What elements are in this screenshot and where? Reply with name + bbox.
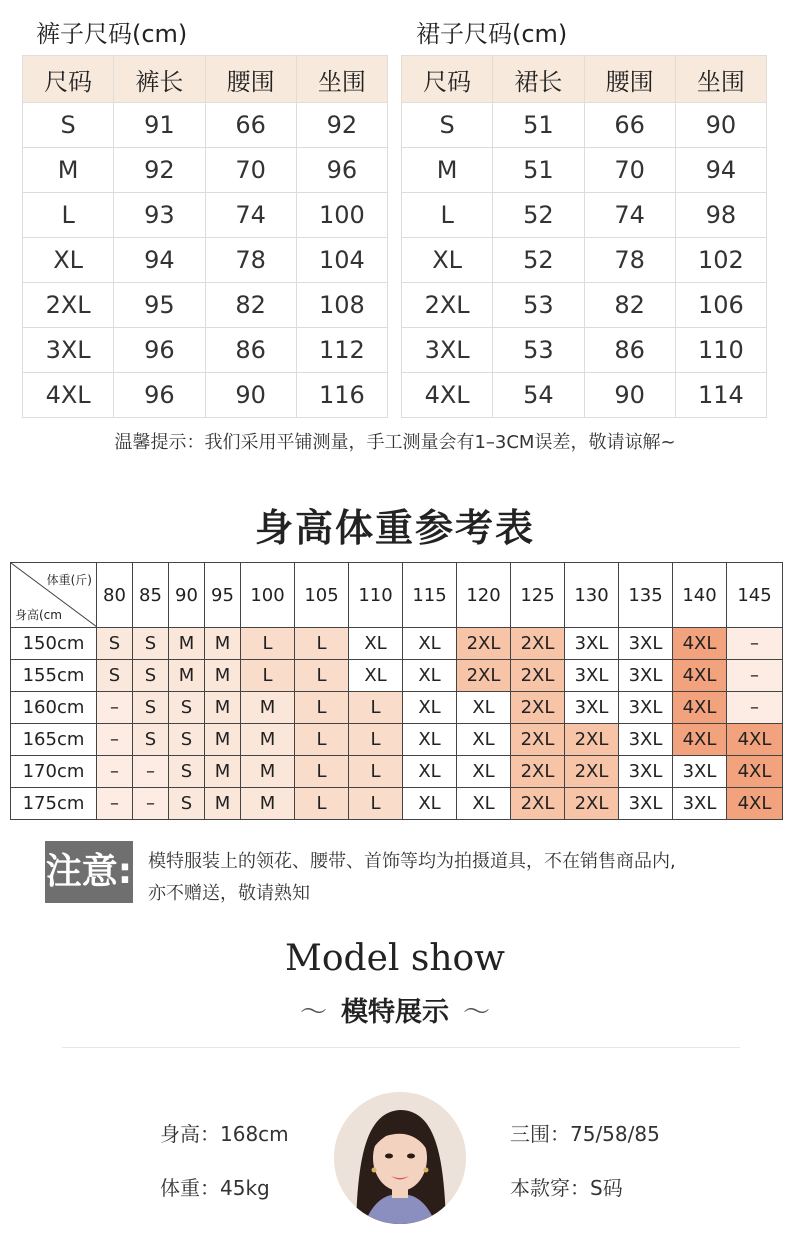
size-cell: L [349,724,403,756]
size-cell: M [241,788,295,820]
model-size-worn: 本款穿：S码 [510,1176,623,1200]
table-cell: 104 [296,238,387,283]
table-cell: 51 [493,148,584,193]
size-cell: L [295,692,349,724]
table-cell: S [23,103,114,148]
size-cell: 3XL [565,660,619,692]
table-cell: XL [23,238,114,283]
table-cell: M [23,148,114,193]
size-cell: L [295,788,349,820]
table-cell: 2XL [23,283,114,328]
size-cell: L [295,660,349,692]
size-cell: 3XL [619,724,673,756]
table-cell: 98 [675,193,766,238]
model-show-subtitle [0,990,790,1029]
table-cell: 70 [205,148,296,193]
size-cell: 4XL [727,788,783,820]
weight-header: 115 [403,563,457,628]
size-cell: 3XL [673,788,727,820]
size-cell: M [205,660,241,692]
size-cell: L [241,660,295,692]
height-row [11,628,783,660]
model-measurements: 三围：75/58/85 [510,1122,660,1146]
table-cell: 78 [584,238,675,283]
height-row [11,788,783,820]
size-cell: S [97,660,133,692]
size-cell: M [205,628,241,660]
table-cell: 53 [493,328,584,373]
column-header: 腰围 [205,56,296,103]
table-row [402,148,767,193]
weight-header: 110 [349,563,403,628]
table-cell: L [23,193,114,238]
model-show-title: Model show [285,938,505,979]
model-height: 身高：168cm [160,1122,289,1146]
size-cell: 3XL [619,756,673,788]
height-row [11,660,783,692]
size-cell: 2XL [565,756,619,788]
column-header: 坐围 [675,56,766,103]
size-cell: – [133,756,169,788]
size-cell: 2XL [511,756,565,788]
size-cell: L [295,756,349,788]
weight-header: 95 [205,563,241,628]
size-cell: M [205,756,241,788]
table-cell: 92 [114,148,205,193]
height-label: 160cm [11,692,97,724]
table-cell: 112 [296,328,387,373]
size-cell: S [169,692,205,724]
size-cell: M [241,756,295,788]
size-cell: 4XL [673,660,727,692]
height-row [11,692,783,724]
size-cell: M [241,692,295,724]
table-row [23,193,388,238]
table-cell: 106 [675,283,766,328]
table-cell: 108 [296,283,387,328]
size-cell: 4XL [727,724,783,756]
size-cell: L [295,724,349,756]
model-avatar [334,1092,466,1224]
table-cell: 90 [675,103,766,148]
size-cell: 2XL [511,724,565,756]
size-cell: – [97,756,133,788]
notice-text [148,846,773,910]
table-cell: 82 [584,283,675,328]
table-cell: 102 [675,238,766,283]
table-cell: 114 [675,373,766,418]
size-cell: S [169,724,205,756]
skirt-size-table [401,55,767,418]
size-cell: M [205,724,241,756]
table-row [402,283,767,328]
table-cell: 4XL [23,373,114,418]
notice-line: 模特服装上的领花、腰带、首饰等均为拍摄道具，不在销售商品内, [148,851,676,872]
weight-header-row [11,563,783,628]
size-cell: XL [349,660,403,692]
table-row [402,373,767,418]
size-cell: 2XL [511,788,565,820]
table-cell: 78 [205,238,296,283]
size-cell: – [727,628,783,660]
table-cell: 116 [296,373,387,418]
size-cell: XL [403,788,457,820]
table-cell: 54 [493,373,584,418]
weight-header: 145 [727,563,783,628]
table-row [23,373,388,418]
size-cell: M [205,692,241,724]
size-cell: XL [403,692,457,724]
table-cell: S [402,103,493,148]
weight-header: 90 [169,563,205,628]
size-cell: L [241,628,295,660]
table-cell: 96 [296,148,387,193]
wave-ornament-right: 〜 [463,997,490,1028]
table-cell: 4XL [402,373,493,418]
size-cell: S [169,788,205,820]
notice-line: 亦不赠送，敬请熟知 [148,883,310,904]
size-cell: XL [457,724,511,756]
size-cell: 3XL [619,660,673,692]
model-portrait-image [334,1092,466,1224]
table-cell: 52 [493,238,584,283]
size-cell: S [133,628,169,660]
column-header: 裤长 [114,56,205,103]
weight-header: 85 [133,563,169,628]
size-cell: XL [403,756,457,788]
table-header-row [402,56,767,103]
table-cell: 2XL [402,283,493,328]
height-label: 175cm [11,788,97,820]
size-cell: 2XL [511,628,565,660]
size-cell: XL [403,628,457,660]
size-cell: S [133,724,169,756]
size-cell: 4XL [727,756,783,788]
size-cell: – [133,788,169,820]
table-cell: 92 [296,103,387,148]
model-weight: 体重：45kg [160,1176,270,1200]
weight-header: 130 [565,563,619,628]
size-cell: 3XL [565,692,619,724]
wave-ornament-left: 〜 [300,997,327,1028]
size-cell: L [349,692,403,724]
notice-badge: 注意: [45,841,133,903]
table-cell: M [402,148,493,193]
size-cell: – [727,692,783,724]
table-cell: 91 [114,103,205,148]
table-cell: 66 [205,103,296,148]
size-cell: 3XL [619,692,673,724]
model-subtitle-text: 模特展示 [341,997,449,1028]
table-cell: 90 [584,373,675,418]
size-cell: 2XL [511,692,565,724]
table-cell: 96 [114,373,205,418]
table-row [23,238,388,283]
size-cell: S [133,660,169,692]
table-cell: 66 [584,103,675,148]
size-cell: XL [349,628,403,660]
weight-header: 125 [511,563,565,628]
table-row [402,328,767,373]
weight-header: 100 [241,563,295,628]
table-header-row [23,56,388,103]
table-row [23,328,388,373]
size-cell: XL [457,756,511,788]
size-cell: 4XL [673,724,727,756]
height-row [11,756,783,788]
table-cell: 94 [675,148,766,193]
weight-header: 105 [295,563,349,628]
table-cell: 3XL [23,328,114,373]
size-cell: 3XL [673,756,727,788]
table-row [23,283,388,328]
size-cell: – [727,660,783,692]
weight-header: 120 [457,563,511,628]
table-cell: 53 [493,283,584,328]
size-cell: XL [457,788,511,820]
size-cell: 2XL [511,660,565,692]
table-cell: L [402,193,493,238]
table-row [23,103,388,148]
table-cell: 93 [114,193,205,238]
table-cell: XL [402,238,493,283]
size-cell: M [169,628,205,660]
corner-cell [11,563,97,628]
height-weight-table [10,562,783,820]
divider [62,1047,740,1048]
table-cell: 90 [205,373,296,418]
table-cell: 70 [584,148,675,193]
skirt-table-title: 裙子尺码(cm) [416,20,568,48]
size-cell: 2XL [457,660,511,692]
measurement-tip: 温馨提示：我们采用平铺测量，手工测量会有1–3CM误差，敬请谅解~ [114,432,676,453]
size-cell: XL [403,660,457,692]
column-header: 尺码 [402,56,493,103]
size-cell: M [241,724,295,756]
table-cell: 100 [296,193,387,238]
height-axis-label: 身高(cm [15,608,62,622]
weight-axis-label: 体重(斤) [46,573,92,587]
column-header: 坐围 [296,56,387,103]
size-cell: 3XL [565,628,619,660]
table-cell: 74 [205,193,296,238]
column-header: 尺码 [23,56,114,103]
height-label: 155cm [11,660,97,692]
table-cell: 96 [114,328,205,373]
table-cell: 86 [205,328,296,373]
size-cell: 3XL [619,788,673,820]
size-cell: L [349,756,403,788]
table-cell: 51 [493,103,584,148]
size-cell: 4XL [673,628,727,660]
height-label: 150cm [11,628,97,660]
height-label: 165cm [11,724,97,756]
table-cell: 95 [114,283,205,328]
table-row [402,193,767,238]
table-cell: 82 [205,283,296,328]
weight-header: 135 [619,563,673,628]
size-cell: S [97,628,133,660]
size-cell: 2XL [565,724,619,756]
table-cell: 110 [675,328,766,373]
table-row [402,103,767,148]
reference-title: 身高体重参考表 [254,506,535,550]
height-label: 170cm [11,756,97,788]
height-row [11,724,783,756]
size-cell: M [205,788,241,820]
table-cell: 94 [114,238,205,283]
table-row [23,148,388,193]
size-cell: 2XL [457,628,511,660]
pants-table-title: 裤子尺码(cm) [36,20,188,48]
size-cell: M [169,660,205,692]
column-header: 腰围 [584,56,675,103]
column-header: 裙长 [493,56,584,103]
size-cell: L [295,628,349,660]
size-cell: XL [457,692,511,724]
table-row [402,238,767,283]
table-cell: 3XL [402,328,493,373]
size-cell: 2XL [565,788,619,820]
table-cell: 86 [584,328,675,373]
size-cell: – [97,692,133,724]
size-cell: S [169,756,205,788]
size-cell: L [349,788,403,820]
size-cell: S [133,692,169,724]
pants-size-table [22,55,388,418]
size-cell: – [97,724,133,756]
size-cell: – [97,788,133,820]
weight-header: 140 [673,563,727,628]
table-cell: 74 [584,193,675,238]
size-cell: 4XL [673,692,727,724]
weight-header: 80 [97,563,133,628]
table-cell: 52 [493,193,584,238]
size-cell: XL [403,724,457,756]
size-cell: 3XL [619,628,673,660]
